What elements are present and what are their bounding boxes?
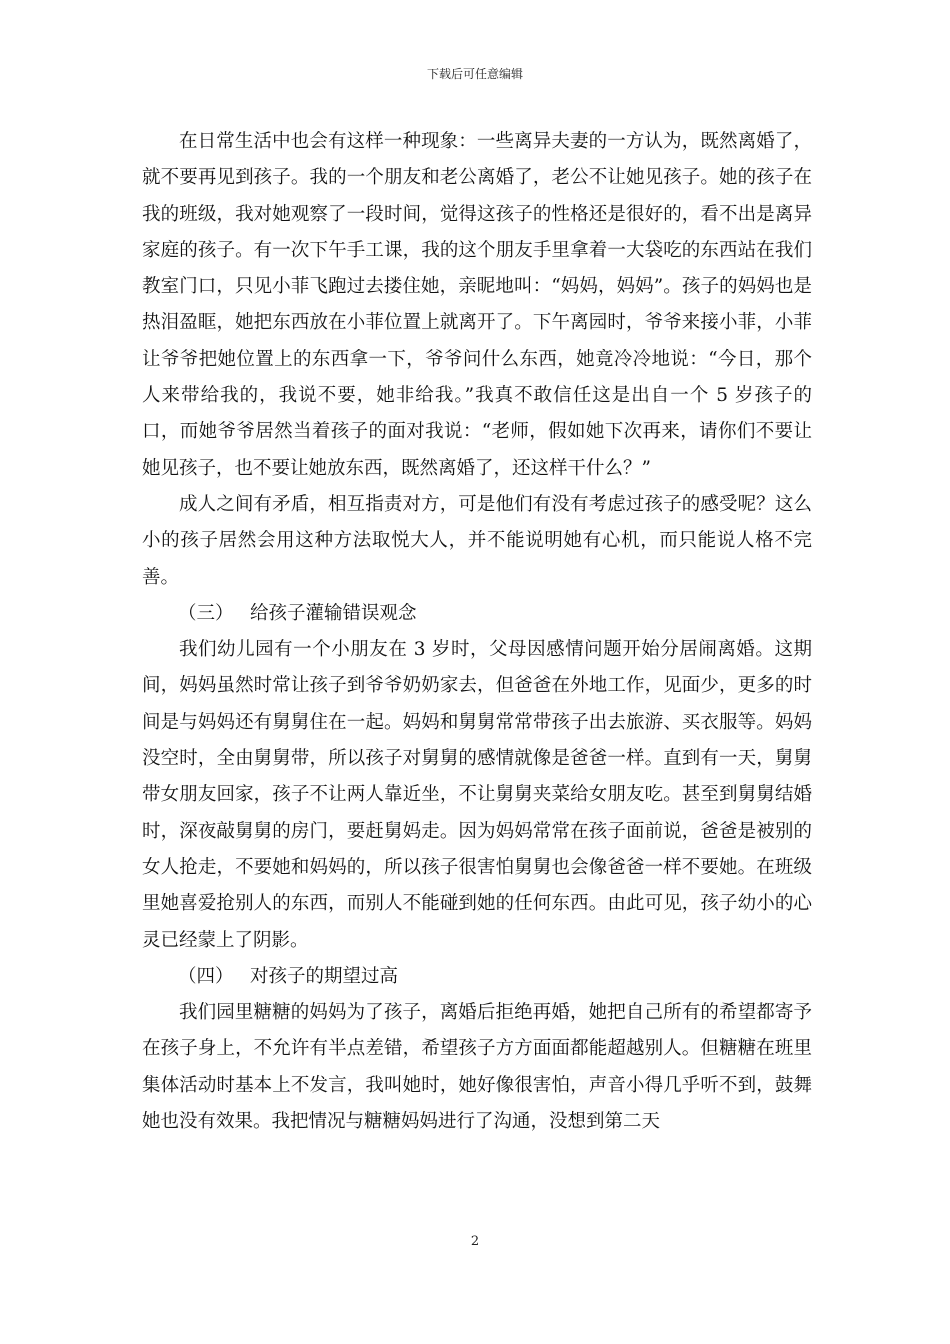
page-header: 下载后可任意编辑 [426, 67, 523, 81]
section-title-3: 给孩子灌输错误观念 [250, 602, 417, 624]
document-body [142, 124, 812, 1140]
section-heading-4 [142, 959, 812, 995]
paragraph-high-expectations: 我们园里糖糖的妈妈为了孩子，离婚后拒绝再婚，她把自己所有的希望都寄予在孩子身上，不允许有半点差错，希望孩子方方面面都能超越别人。但糖糖在班里集体活动时基本上不发言，我叫她时，她好像很害怕，声音小得几乎听不到，鼓舞她也没有效果。我把情况与糖糖妈妈进行了沟通，没想到第二天 [142, 1002, 812, 1133]
page-number: 2 [470, 1234, 480, 1249]
section-heading-3 [142, 596, 812, 632]
paragraph-adult-conflict: 成人之间有矛盾，相互指责对方，可是他们有没有考虑过孩子的感受呢？这么小的孩子居然会用这种方法取悦大人，并不能说明她有心机，而只能说人格不完善。 [142, 493, 812, 588]
section-number-3: （三） [178, 602, 234, 624]
paragraph-divorce-visitation: 在日常生活中也会有这样一种现象：一些离异夫妻的一方认为，既然离婚了，就不要再见到孩子。我的一个朋友和老公离婚了，老公不让她见孩子。她的孩子在我的班级，我对她观察了一段时间，觉得这孩子的性格还是很好的，看不出是离异家庭的孩子。有一次下午手工课，我的这个朋友手里拿着一大袋吃的东西站在我们教室门口，只见小菲飞跑过去搂住她，亲昵地叫：“妈妈，妈妈”。孩子的妈妈也是热泪盈眶，她把东西放在小菲位置上就离开了。下午离园时，爷爷来接小菲，小菲让爷爷把她位置上的东西拿一下，爷爷问什么东西，她竟冷冷地说：“今日，那个人来带给我的，我说不要，她非给我。”我真不敢信任这是出自一个 5 岁孩子的口，而她爷爷居然当着孩子的面对我说：“老师，假如她下次再来，请你们不要让她见孩子，也不要让她放东西，既然离婚了，还这样干什么？” [142, 131, 812, 479]
section-number-4: （四） [178, 965, 234, 987]
paragraph-wrong-ideas: 我们幼儿园有一个小朋友在 3 岁时，父母因感情问题开始分居闹离婚。这期间，妈妈虽然时常让孩子到爷爷奶奶家去，但爸爸在外地工作，见面少，更多的时间是与妈妈还有舅舅住在一起。妈妈和舅舅常常带孩子出去旅游、买衣服等。妈妈没空时，全由舅舅带，所以孩子对舅舅的感情就像是爸爸一样。直到有一天，舅舅带女朋友回家，孩子不让两人靠近坐，不让舅舅夹菜给女朋友吃。甚至到舅舅结婚时，深夜敲舅舅的房门，要赶舅妈走。因为妈妈常常在孩子面前说，爸爸是被别的女人抢走，不要她和妈妈的，所以孩子很害怕舅舅也会像爸爸一样不要她。在班级里她喜爱抢别人的东西，而别人不能碰到她的任何东西。由此可见，孩子幼小的心灵已经蒙上了阴影。 [142, 639, 812, 951]
section-title-4: 对孩子的期望过高 [250, 965, 399, 987]
